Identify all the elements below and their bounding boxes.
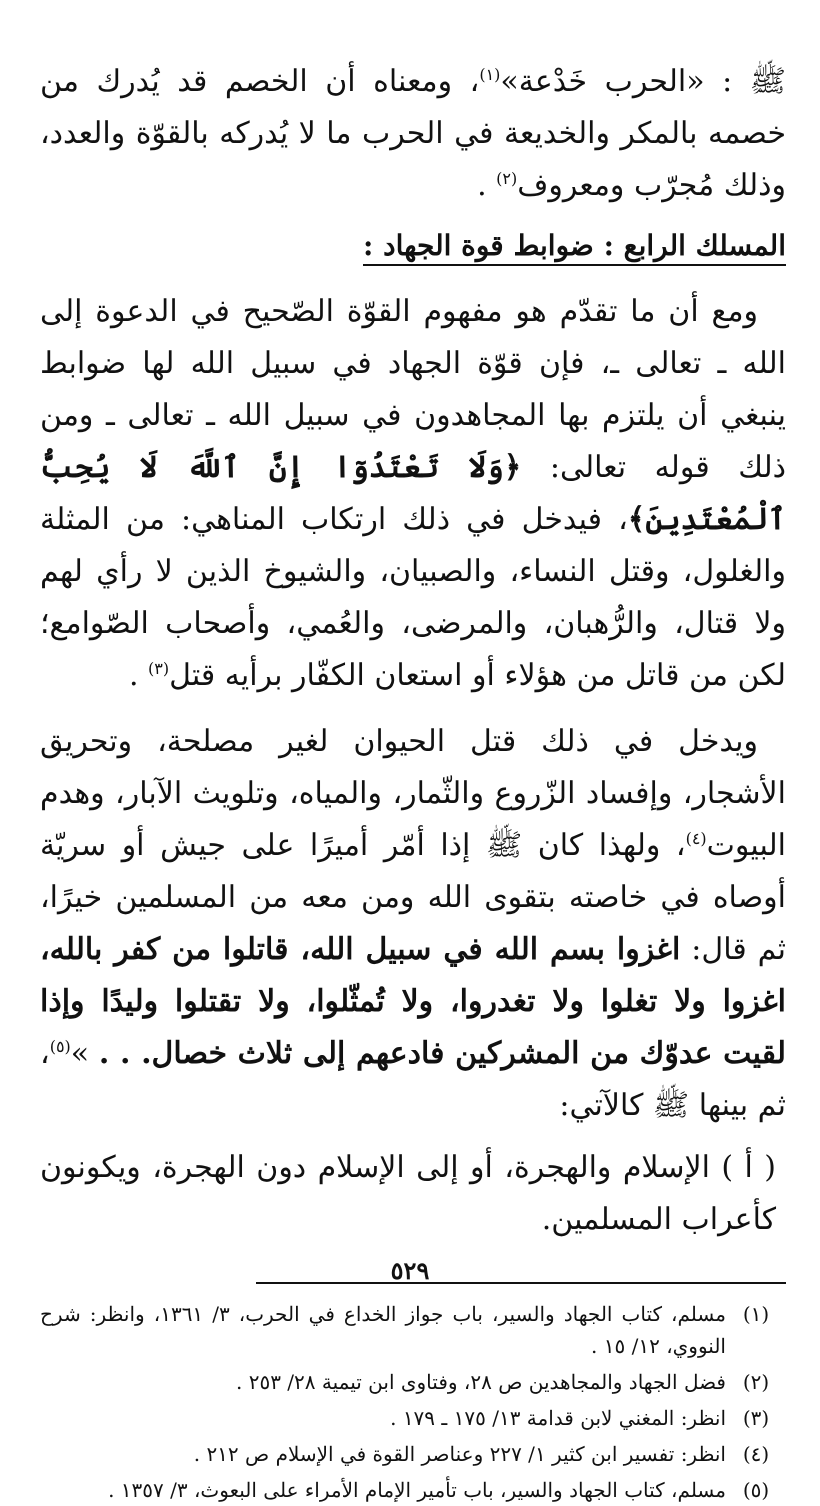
footnote <box>40 1474 786 1506</box>
footnote <box>40 1366 786 1398</box>
section-heading <box>40 224 786 268</box>
paragraph-text: ومع أن ما تقدّم هو مفهوم القوّة الصّحيح في الدعوة إلى الله ـ تعالى ـ، فإن قوّة الجهاد في سبيل الله لها ضوابط ينبغي أن يلتزم بها المجاهدون في سبيل الله ـ تعالى ـ ومن ذلك قوله تعالى: <box>40 294 787 485</box>
paragraph-body <box>40 286 786 702</box>
paragraph-continued <box>40 56 786 212</box>
footnote <box>40 1402 786 1434</box>
footnote-text: مسلم، كتاب الجهاد والسير، باب تأمير الإمام الأمراء على البعوث، ٣/ ١٣٥٧ . <box>108 1478 726 1502</box>
footnote-ref: (٤) <box>685 829 707 848</box>
footnote-number: (٢) <box>742 1370 770 1394</box>
footnotes <box>40 1298 786 1506</box>
footnote-text: انظر: تفسير ابن كثير ١/ ٢٢٧ وعناصر القوة في الإسلام ص ٢١٢ . <box>193 1442 726 1466</box>
footnote-ref: (١) <box>479 65 501 84</box>
paragraph-text: » <box>70 1036 99 1071</box>
paragraph-text: ، فيدخل في ذلك ارتكاب المناهي: من المثلة والغلول، وقتل النساء، والصبيان، والشيوخ الذين لا رأي لهم ولا قتال، والرُّهبان، والمرضى، والعُمي، وأصحاب الصّوامع؛ لكن من قاتل من هؤلاء أو استعان الكفّار برأيه قتل <box>40 502 786 693</box>
paragraph-text: . <box>128 658 149 693</box>
page-number: ٥٢٩ <box>390 1256 430 1285</box>
quran-verse: ﴿وَلَا تَعْتَدُوٓا إِنَّ ٱللَّهَ لَا يُحِبُّ ٱلْمُعْتَدِينَ﴾ <box>40 450 786 537</box>
hadith-quote: اغزوا بسم الله في سبيل الله، قاتلوا من كفر بالله، اغزوا ولا تغلوا ولا تغدروا، ولا تُمثّلوا، ولا تقتلوا وليدًا وإذا لقيت عدوّك من المشركين فادعهم إلى ثلاث خصال. . . <box>40 932 787 1071</box>
footnote-ref: (٢) <box>496 169 518 188</box>
footnote-number: (٥) <box>742 1478 770 1502</box>
footnote-ref: (٣) <box>148 659 170 678</box>
footnote-number: (٤) <box>742 1442 770 1466</box>
footnote-text: انظر: المغني لابن قدامة ١٣/ ١٧٥ ـ ١٧٩ . <box>390 1406 726 1430</box>
footnote-text: مسلم، كتاب الجهاد والسير، باب جواز الخداع في الحرب، ٣/ ١٣٦١، وانظر: شرح النووي، ١٢/ ١٥ . <box>40 1302 726 1358</box>
footnote-text: فضل الجهاد والمجاهدين ص ٢٨، وفتاوى ابن تيمية ٢٨/ ٢٥٣ . <box>235 1370 726 1394</box>
footnote-ref: (٥) <box>49 1037 71 1056</box>
footnote <box>40 1438 786 1470</box>
paragraph-text: ، ثم بينها ﷺ كالآتي: <box>40 1036 786 1123</box>
list-item-a: ( أ ) الإسلام والهجرة، أو إلى الإسلام دون الهجرة، ويكونون كأعراب المسلمين. <box>40 1150 776 1237</box>
footnote <box>40 1298 786 1362</box>
footnote-number: (٣) <box>742 1406 770 1430</box>
paragraph-text: . <box>477 168 497 203</box>
paragraph-text: ويدخل في ذلك قتل الحيوان لغير مصلحة، وتحريق الأشجار، وإفساد الزّروع والثّمار، والمياه، وتلويث الآبار، وهدم البيوت <box>40 724 786 863</box>
paragraph-body <box>40 716 786 1132</box>
paragraph-text: ، ومعناه أن الخصم قد يُدرك من خصمه بالمكر والخديعة في الحرب ما لا يُدركه بالقوّة والعدد، وذلك مُجرّب ومعروف <box>40 64 786 203</box>
footnote-number: (١) <box>742 1302 770 1326</box>
paragraph-text: ﷺ : «الحرب خَدْعة» <box>500 64 786 99</box>
section-heading-text: المسلك الرابع : ضوابط قوة الجهاد : <box>363 229 786 266</box>
paragraph-text: ، ولهذا كان ﷺ إذا أمّر أميرًا على جيش أو سريّة أوصاه في خاصته بتقوى الله ومن معه من المسلمين خيرًا، ثم قال: <box>40 828 786 967</box>
